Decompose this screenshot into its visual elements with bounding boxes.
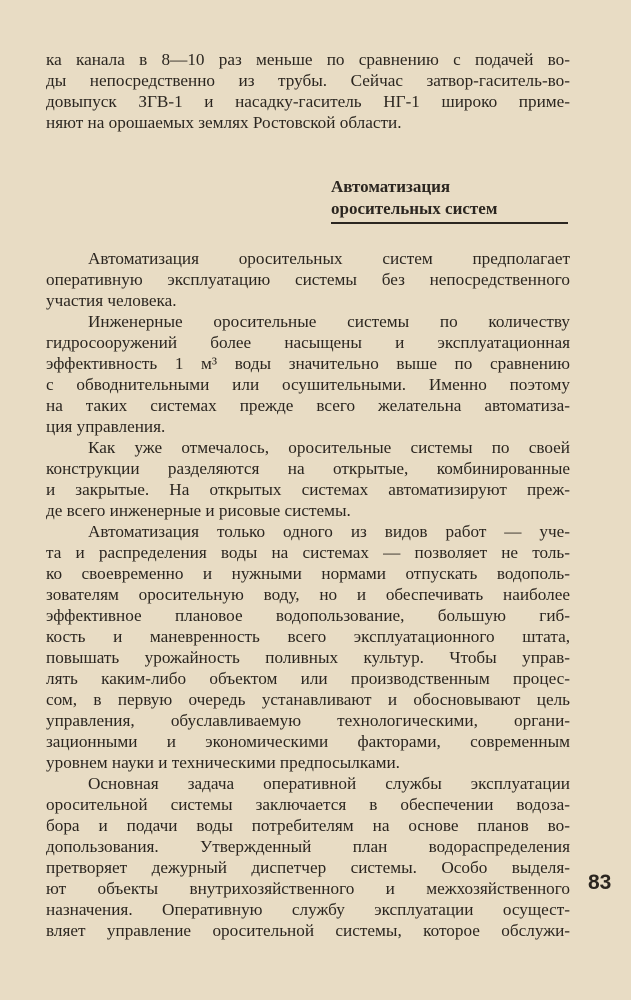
text-line: эффективность 1 м³ воды значительно выше по сравнению <box>46 354 570 373</box>
text-line: вляет управление оросительной системы, которое обслужи- <box>46 921 570 940</box>
text-line: управления, обуславливаемую технологическими, органи- <box>46 711 570 730</box>
text-line: довыпуск ЗГВ-1 и насадку-гаситель НГ-1 широко приме- <box>46 92 570 111</box>
text-line: Основная задача оперативной службы эксплуатации <box>88 774 570 793</box>
text-line: де всего инженерные и рисовые системы. <box>46 501 351 520</box>
text-line: эффективное плановое водопользование, большую гиб- <box>46 606 570 625</box>
text-line: участия человека. <box>46 291 177 310</box>
text-line: гидросооружений более насыщены и эксплуатационная <box>46 333 570 352</box>
text-line: оперативную эксплуатацию системы без непосредственного <box>46 270 570 289</box>
section-heading-line: Автоматизация <box>331 177 451 196</box>
text-line: ка канала в 8—10 раз меньше по сравнению с подачей во- <box>46 50 570 69</box>
text-line: допользования. Утвержденный план водораспределения <box>46 837 570 856</box>
text-line: конструкции разделяются на открытые, комбинированные <box>46 459 570 478</box>
text-line: Инженерные оросительные системы по количеству <box>88 312 570 331</box>
text-line: сом, в первую очередь устанавливают и обосновывают цель <box>46 690 570 709</box>
section-heading <box>331 176 568 220</box>
text-line: уровнем науки и техническими предпосылками. <box>46 753 400 772</box>
section-heading-line: оросительных систем <box>331 199 498 218</box>
text-line: та и распределения воды на системах — позволяет не толь- <box>46 543 570 562</box>
text-line: ко своевременно и нужными нормами отпускать водополь- <box>46 564 570 583</box>
text-line: ция управления. <box>46 417 166 436</box>
page-number: 83 <box>588 871 612 894</box>
text-line: назначения. Оперативную службу эксплуатации осущест- <box>46 900 570 919</box>
text-line: Автоматизация только одного из видов работ — уче- <box>88 522 570 541</box>
text-line: с обводнительными или осушительными. Именно поэтому <box>46 375 570 394</box>
text-line: лять каким-либо объектом или производственным процес- <box>46 669 570 688</box>
text-line: и закрытые. На открытых системах автоматизируют преж- <box>46 480 570 499</box>
text-line: бора и подачи воды потребителям на основе планов во- <box>46 816 570 835</box>
heading-underline <box>331 222 568 224</box>
text-line: няют на орошаемых землях Ростовской области. <box>46 113 402 132</box>
text-line: повышать урожайность поливных культур. Чтобы управ- <box>46 648 570 667</box>
text-line: ды непосредственно из трубы. Сейчас затвор-гаситель-во- <box>46 71 570 90</box>
text-line: Как уже отмечалось, оросительные системы по своей <box>88 438 570 457</box>
text-line: Автоматизация оросительных систем предполагает <box>88 249 570 268</box>
text-line: кость и маневренность всего эксплуатационного штата, <box>46 627 570 646</box>
text-line: на таких системах прежде всего желательна автоматиза- <box>46 396 570 415</box>
text-line: зователям оросительную воду, но и обеспечивать наиболее <box>46 585 570 604</box>
text-line: ют объекты внутрихозяйственного и межхозяйственного <box>46 879 570 898</box>
text-line: претворяет дежурный диспетчер системы. Особо выделя- <box>46 858 570 877</box>
text-line: оросительной системы заключается в обеспечении водоза- <box>46 795 570 814</box>
text-line: зационными и экономическими факторами, современным <box>46 732 570 751</box>
